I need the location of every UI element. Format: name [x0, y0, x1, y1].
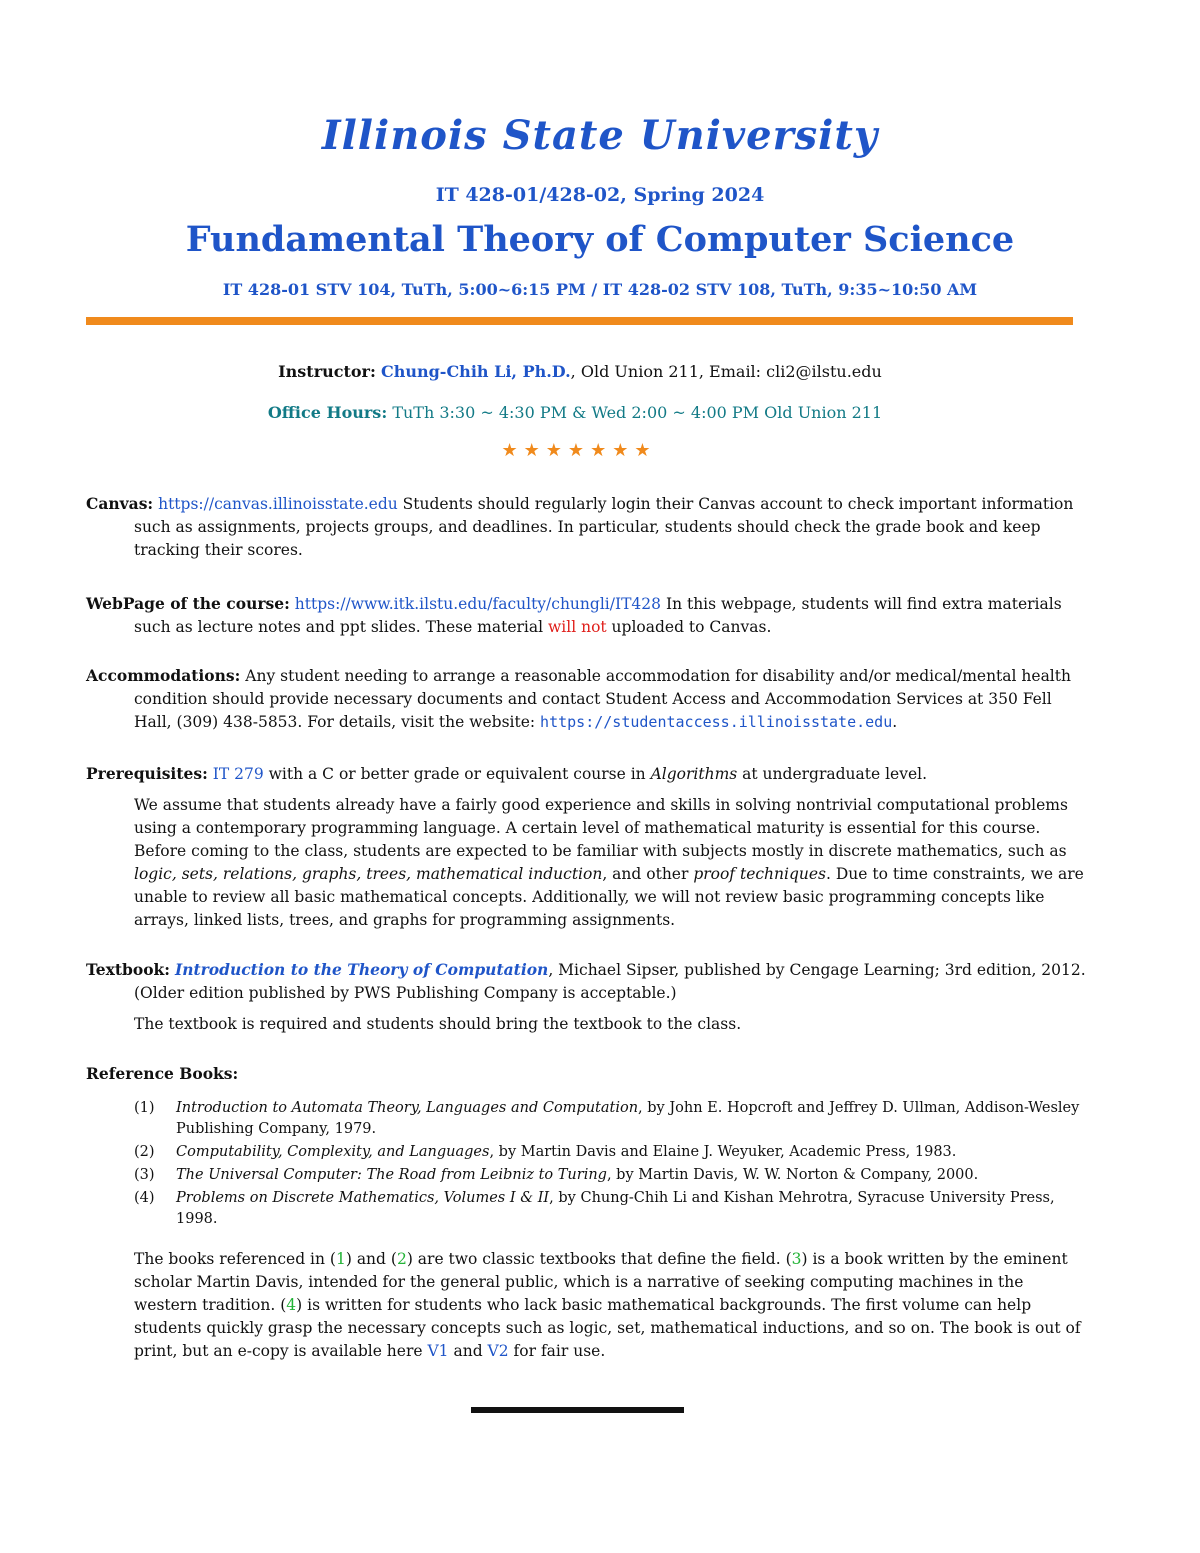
- list-item: [134, 1165, 1084, 1186]
- summary-text: ) is written for students who lack basic mathematical backgrounds. The first volume can help students quickly grasp the necessary concepts such as logic, set, mathematical inductions, and so on. The book is out of print, but an e-copy is available here: [134, 1296, 1081, 1360]
- ref-title: Problems on Discrete Mathematics, Volumes I & II: [176, 1190, 550, 1206]
- office-hours-label: Office Hours:: [267, 403, 388, 422]
- prereq-para-b: , and other: [602, 865, 694, 883]
- ref-details: , by Martin Davis and Elaine J. Weyuker, Academic Press, 1983.: [489, 1144, 957, 1160]
- bottom-divider: [471, 1407, 684, 1413]
- accommodations-section: [86, 664, 1086, 734]
- ref-number: (4): [134, 1190, 155, 1206]
- algorithms-subject: Algorithms: [650, 765, 738, 783]
- ref-link-1[interactable]: 1: [335, 1250, 346, 1268]
- webpage-section: [86, 592, 1086, 639]
- v2-link[interactable]: V2: [487, 1342, 509, 1360]
- section-info: IT 428-01 STV 104, TuTh, 5:00~6:15 PM / IT 428-02 STV 108, TuTh, 9:35~10:50 AM: [222, 280, 978, 299]
- instructor-label: Instructor:: [278, 362, 376, 381]
- prerequisites-label: Prerequisites:: [86, 764, 208, 783]
- textbook-label: Textbook:: [86, 960, 170, 979]
- summary-text: for fair use.: [508, 1342, 606, 1360]
- instructor-details: , Old Union 211, Email: cli2@ilstu.edu: [570, 362, 882, 381]
- list-item: [134, 1142, 1084, 1163]
- office-hours-line: [0, 403, 1150, 422]
- prereq-para-c: . Due to time constraints, we are unable to review all basic mathematical concepts. Additionally, we will not review basic programming concepts like arrays, linked lists, trees, and graphs for programming assignments.: [134, 865, 1084, 929]
- summary-text: ) and (: [345, 1250, 397, 1268]
- reference-books-heading: [86, 1062, 1086, 1085]
- studentaccess-link[interactable]: https://studentaccess.illinoisstate.edu: [540, 713, 893, 731]
- reference-summary: [134, 1248, 1084, 1363]
- webpage-text2: uploaded to Canvas.: [606, 618, 772, 636]
- accommodations-text: Any student needing to arrange a reasonable accommodation for disability and/or medical/mental health condition should provide necessary documents and contact Student Access and Accommodation Services at 350 Fell Hall, (309) 438-5853. For details, visit the website:: [134, 667, 1071, 731]
- ref-title: The Universal Computer: The Road from Leibniz to Turing: [176, 1167, 607, 1183]
- accommodations-end: .: [892, 713, 898, 731]
- course-title: Fundamental Theory of Computer Science: [185, 219, 1015, 260]
- v1-link[interactable]: V1: [427, 1342, 449, 1360]
- ref-number: (1): [134, 1100, 155, 1116]
- prerequisites-section: [86, 762, 1086, 932]
- ref-number: (3): [134, 1167, 155, 1183]
- webpage-label: WebPage of the course:: [86, 594, 290, 613]
- course-code: IT 428-01/428-02, Spring 2024: [435, 184, 765, 206]
- textbook-title-link[interactable]: Introduction to the Theory of Computation: [174, 960, 549, 979]
- canvas-text: Students should regularly login their Canvas account to check important information such as assignments, projects groups, and deadlines. In particular, students should check the grade book and keep tracking their scores.: [134, 495, 1074, 559]
- accommodations-label: Accommodations:: [86, 666, 241, 685]
- ref-details: , by John E. Hopcroft and Jeffrey D. Ullman, Addison-Wesley Publishing Company, 1979.: [176, 1100, 1080, 1137]
- ref-link-4[interactable]: 4: [286, 1296, 297, 1314]
- ref-title: Introduction to Automata Theory, Languages and Computation: [176, 1100, 639, 1116]
- textbook-section: [86, 958, 1086, 1036]
- canvas-label: Canvas:: [86, 494, 154, 513]
- orange-divider: [86, 317, 1073, 325]
- webpage-link[interactable]: https://www.itk.ilstu.edu/faculty/chungli/IT428: [294, 595, 662, 613]
- list-item: [134, 1188, 1084, 1230]
- prerequisites-paragraph: [86, 794, 1086, 932]
- prereq-proof: proof techniques: [693, 865, 827, 883]
- prereq-para-a: We assume that students already have a fairly good experience and skills in solving nontrivial computational problems using a contemporary programming language. A certain level of mathematical maturity is essential for this course. Before coming to the class, students are expected to be familiar with subjects mostly in discrete mathematics, such as: [134, 796, 1068, 860]
- office-hours-text: TuTh 3:30 ~ 4:30 PM & Wed 2:00 ~ 4:00 PM Old Union 211: [392, 403, 883, 422]
- webpage-text1: In this webpage, students will find extra materials such as lecture notes and ppt slides. These material: [134, 595, 1062, 636]
- ref-link-2[interactable]: 2: [396, 1250, 407, 1268]
- textbook-text: , Michael Sipser, published by Cengage Learning; 3rd edition, 2012. (Older edition published by PWS Publishing Company is acceptable.): [134, 961, 1086, 1002]
- summary-text: ) is a book written by the eminent scholar Martin Davis, intended for the general public, which is a narrative of seeking computing machines in the western tradition. (: [134, 1250, 1068, 1314]
- textbook-note: The textbook is required and students should bring the textbook to the class.: [134, 1015, 742, 1033]
- list-item: [134, 1098, 1084, 1140]
- star-divider: ★★★★★★★: [501, 440, 657, 461]
- will-not-emphasis: will not: [548, 618, 607, 636]
- ref-link-3[interactable]: 3: [791, 1250, 802, 1268]
- summary-text: and: [448, 1342, 488, 1360]
- ref-number: (2): [134, 1144, 155, 1160]
- it279-link[interactable]: IT 279: [212, 765, 264, 783]
- prereq-subjects: logic, sets, relations, graphs, trees, mathematical induction: [134, 865, 603, 883]
- instructor-name-link[interactable]: Chung-Chih Li, Ph.D.: [380, 362, 571, 381]
- prerequisites-text2: at undergraduate level.: [737, 765, 928, 783]
- canvas-link[interactable]: https://canvas.illinoisstate.edu: [158, 495, 398, 513]
- instructor-line: [0, 362, 1160, 381]
- reference-list: [134, 1098, 1084, 1232]
- summary-text: ) are two classic textbooks that define the field. (: [406, 1250, 792, 1268]
- reference-books-label: Reference Books:: [86, 1064, 239, 1083]
- university-name: Illinois State University: [321, 112, 879, 159]
- ref-details: , by Chung-Chih Li and Kishan Mehrotra, Syracuse University Press, 1998.: [176, 1190, 1055, 1227]
- ref-details: , by Martin Davis, W. W. Norton & Company, 2000.: [606, 1167, 979, 1183]
- canvas-section: [86, 492, 1086, 562]
- ref-title: Computability, Complexity, and Languages: [176, 1144, 490, 1160]
- prerequisites-text1: with a C or better grade or equivalent course in: [263, 765, 651, 783]
- summary-text: The books referenced in (: [134, 1250, 336, 1268]
